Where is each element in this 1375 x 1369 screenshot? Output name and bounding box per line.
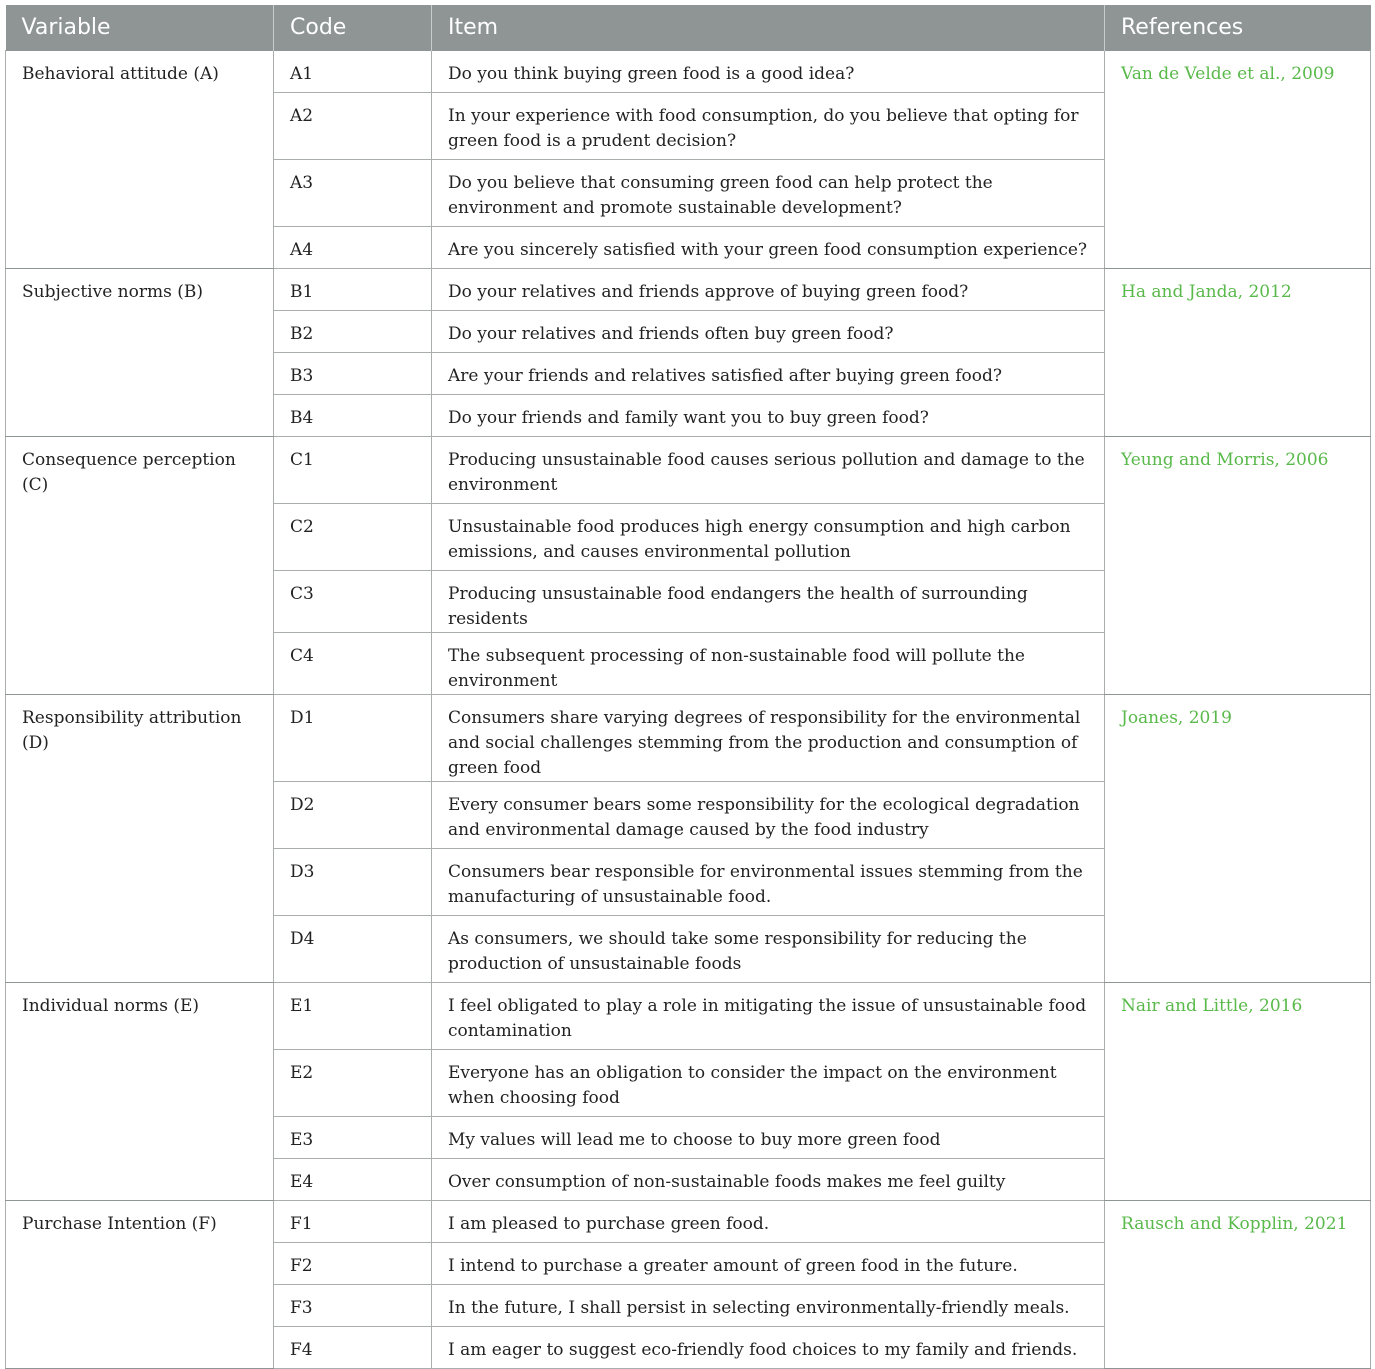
item-cell: Everyone has an obligation to consider the impact on the environment when choosing food [432,1050,1105,1117]
reference-cell [1105,437,1371,695]
item-cell: I am eager to suggest eco-friendly food choices to my family and friends. [432,1327,1105,1369]
code-cell: B1 [274,269,432,311]
column-header-code: Code [274,5,432,51]
item-cell: Over consumption of non-sustainable foods makes me feel guilty [432,1159,1105,1201]
item-cell: Do your friends and family want you to buy green food? [432,395,1105,437]
item-cell: Do your relatives and friends often buy green food? [432,311,1105,353]
code-cell: A2 [274,93,432,160]
table-row [6,437,1371,504]
item-cell: Unsustainable food produces high energy consumption and high carbon emissions, and causes environmental pollution [432,504,1105,571]
code-cell: A3 [274,160,432,227]
reference-link[interactable]: Nair and Little, 2016 [1121,996,1303,1016]
code-cell: E4 [274,1159,432,1201]
column-header-variable: Variable [6,5,274,51]
item-cell: Are your friends and relatives satisfied after buying green food? [432,353,1105,395]
item-cell: My values will lead me to choose to buy more green food [432,1117,1105,1159]
variable-cell: Subjective norms (B) [6,269,274,437]
item-cell: Do you believe that consuming green food can help protect the environment and promote sustainable development? [432,160,1105,227]
variables-table [5,5,1371,1369]
code-cell: B2 [274,311,432,353]
table-row [6,269,1371,311]
code-cell: E2 [274,1050,432,1117]
table-row [6,1201,1371,1243]
code-cell: D4 [274,916,432,983]
code-cell: E1 [274,983,432,1050]
reference-link[interactable]: Joanes, 2019 [1121,708,1232,728]
table-row [6,51,1371,93]
reference-cell [1105,1201,1371,1369]
variable-cell: Individual norms (E) [6,983,274,1201]
reference-link[interactable]: Rausch and Kopplin, 2021 [1121,1214,1348,1234]
code-cell: E3 [274,1117,432,1159]
item-cell: Consumers bear responsible for environmental issues stemming from the manufacturing of unsustainable food. [432,849,1105,916]
code-cell: C4 [274,633,432,695]
code-cell: C3 [274,571,432,633]
reference-link[interactable]: Van de Velde et al., 2009 [1121,64,1335,84]
item-cell: In the future, I shall persist in selecting environmentally-friendly meals. [432,1285,1105,1327]
item-cell: Do you think buying green food is a good idea? [432,51,1105,93]
item-cell: I intend to purchase a greater amount of green food in the future. [432,1243,1105,1285]
code-cell: B3 [274,353,432,395]
variable-cell: Behavioral attitude (A) [6,51,274,269]
code-cell: F2 [274,1243,432,1285]
table-row [6,695,1371,782]
item-cell: Producing unsustainable food endangers the health of surrounding residents [432,571,1105,633]
code-cell: F4 [274,1327,432,1369]
column-header-item: Item [432,5,1105,51]
code-cell: F3 [274,1285,432,1327]
variable-cell: Purchase Intention (F) [6,1201,274,1369]
header-row [6,5,1371,51]
code-cell: C1 [274,437,432,504]
code-cell: B4 [274,395,432,437]
reference-cell [1105,51,1371,269]
item-cell: Producing unsustainable food causes serious pollution and damage to the environment [432,437,1105,504]
variable-cell: Responsibility attribution (D) [6,695,274,983]
item-cell: Consumers share varying degrees of responsibility for the environmental and social challenges stemming from the production and consumption of green food [432,695,1105,782]
item-cell: The subsequent processing of non-sustainable food will pollute the environment [432,633,1105,695]
table-row [6,983,1371,1050]
reference-link[interactable]: Ha and Janda, 2012 [1121,282,1292,302]
item-cell: In your experience with food consumption, do you believe that opting for green food is a prudent decision? [432,93,1105,160]
item-cell: Do your relatives and friends approve of buying green food? [432,269,1105,311]
item-cell: Are you sincerely satisfied with your green food consumption experience? [432,227,1105,269]
reference-cell [1105,983,1371,1201]
code-cell: C2 [274,504,432,571]
code-cell: A1 [274,51,432,93]
code-cell: F1 [274,1201,432,1243]
reference-link[interactable]: Yeung and Morris, 2006 [1121,450,1329,470]
column-header-references: References [1105,5,1371,51]
code-cell: D1 [274,695,432,782]
code-cell: D3 [274,849,432,916]
item-cell: As consumers, we should take some responsibility for reducing the production of unsustainable foods [432,916,1105,983]
reference-cell [1105,695,1371,983]
reference-cell [1105,269,1371,437]
code-cell: D2 [274,782,432,849]
item-cell: I feel obligated to play a role in mitigating the issue of unsustainable food contamination [432,983,1105,1050]
code-cell: A4 [274,227,432,269]
item-cell: I am pleased to purchase green food. [432,1201,1105,1243]
item-cell: Every consumer bears some responsibility for the ecological degradation and environmental damage caused by the food industry [432,782,1105,849]
variable-cell: Consequence perception (C) [6,437,274,695]
